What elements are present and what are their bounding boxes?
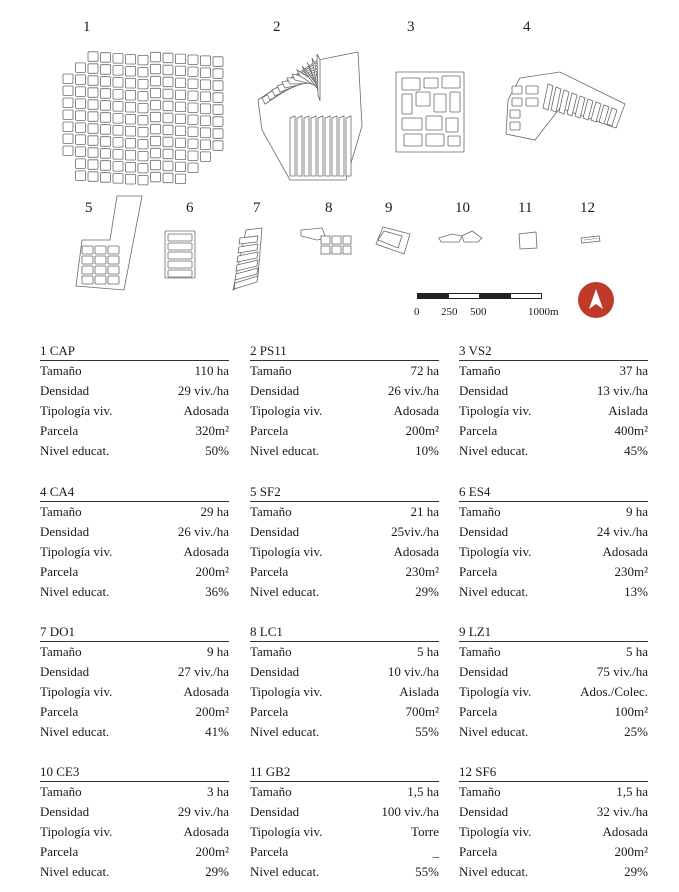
row-label: Parcela bbox=[40, 704, 79, 719]
row-label: Nivel educat. bbox=[250, 584, 320, 599]
row-value: 100m² bbox=[614, 704, 648, 719]
neighborhood-card bbox=[250, 343, 439, 461]
neighborhood-card bbox=[250, 484, 439, 602]
row-value: 25viv./ha bbox=[391, 524, 439, 539]
row-value: 29% bbox=[205, 864, 229, 879]
scale-label-250: 250 bbox=[441, 306, 458, 318]
row-value: 13 viv./ha bbox=[596, 383, 648, 398]
row-label: Tipología viv. bbox=[250, 544, 323, 559]
card-row-density bbox=[250, 381, 439, 401]
row-label: Tamaño bbox=[459, 784, 501, 799]
card-row-density bbox=[459, 522, 648, 542]
card-row-education bbox=[459, 722, 648, 742]
row-value: 700m² bbox=[405, 704, 439, 719]
plan-number-3: 3 bbox=[407, 19, 415, 35]
row-label: Parcela bbox=[250, 704, 289, 719]
row-value: 200m² bbox=[195, 844, 229, 859]
card-row-plot bbox=[40, 842, 229, 862]
row-value: 13% bbox=[624, 584, 648, 599]
card-row-size bbox=[250, 361, 439, 381]
row-value: 37 ha bbox=[619, 363, 648, 378]
card-row-plot bbox=[459, 702, 648, 722]
row-label: Tipología viv. bbox=[459, 544, 532, 559]
card-row-density bbox=[250, 662, 439, 682]
row-value: 10% bbox=[415, 443, 439, 458]
card-row-plot bbox=[250, 702, 439, 722]
row-value: 29 ha bbox=[200, 504, 229, 519]
neighborhood-card bbox=[459, 764, 648, 882]
row-label: Tamaño bbox=[40, 363, 82, 378]
row-label: Nivel educat. bbox=[40, 724, 110, 739]
plan-number-12: 12 bbox=[580, 200, 595, 216]
row-label: Tipología viv. bbox=[459, 824, 532, 839]
row-label: Parcela bbox=[250, 564, 289, 579]
row-label: Tipología viv. bbox=[40, 824, 113, 839]
row-value: 36% bbox=[205, 584, 229, 599]
card-row-education bbox=[459, 582, 648, 602]
card-row-density bbox=[250, 802, 439, 822]
row-label: Tipología viv. bbox=[459, 684, 532, 699]
plan-number-8: 8 bbox=[325, 200, 333, 216]
card-row-education bbox=[40, 862, 229, 882]
row-label: Nivel educat. bbox=[40, 584, 110, 599]
row-label: Tamaño bbox=[40, 644, 82, 659]
neighborhood-card bbox=[40, 624, 229, 742]
card-row-typology bbox=[250, 822, 439, 842]
card-row-size bbox=[250, 642, 439, 662]
row-label: Nivel educat. bbox=[459, 724, 529, 739]
row-value: 230m² bbox=[614, 564, 648, 579]
row-value: Adosada bbox=[183, 824, 229, 839]
row-label: Tamaño bbox=[250, 784, 292, 799]
card-row-plot bbox=[459, 562, 648, 582]
row-value: Adosada bbox=[602, 824, 648, 839]
card-row-plot bbox=[250, 842, 439, 862]
row-label: Nivel educat. bbox=[250, 443, 320, 458]
row-label: Tamaño bbox=[459, 504, 501, 519]
row-label: Densidad bbox=[459, 804, 509, 819]
row-value: 32 viv./ha bbox=[596, 804, 648, 819]
row-label: Densidad bbox=[40, 383, 90, 398]
card-title: 10 CE3 bbox=[40, 764, 229, 782]
row-label: Tipología viv. bbox=[459, 403, 532, 418]
card-row-plot bbox=[250, 421, 439, 441]
neighborhood-card bbox=[250, 624, 439, 742]
row-value: Adosada bbox=[393, 544, 439, 559]
card-row-density bbox=[459, 662, 648, 682]
card-title: 2 PS11 bbox=[250, 343, 439, 361]
neighborhood-card bbox=[40, 764, 229, 882]
row-label: Densidad bbox=[40, 524, 90, 539]
card-row-density bbox=[250, 522, 439, 542]
card-row-size bbox=[40, 782, 229, 802]
card-row-typology bbox=[250, 542, 439, 562]
row-label: Tamaño bbox=[250, 363, 292, 378]
row-value: 10 viv./ha bbox=[387, 664, 439, 679]
plan-number-5: 5 bbox=[85, 200, 93, 216]
row-value: 200m² bbox=[195, 564, 229, 579]
card-row-density bbox=[40, 522, 229, 542]
row-label: Tipología viv. bbox=[40, 544, 113, 559]
row-label: Parcela bbox=[40, 423, 79, 438]
row-value: 29% bbox=[624, 864, 648, 879]
neighborhood-card bbox=[250, 764, 439, 882]
scale-label-1000m: 1000m bbox=[528, 306, 559, 318]
row-label: Tamaño bbox=[250, 504, 292, 519]
neighborhood-card bbox=[459, 343, 648, 461]
row-value: Torre bbox=[411, 824, 439, 839]
card-row-typology bbox=[459, 822, 648, 842]
card-row-typology bbox=[250, 401, 439, 421]
row-label: Tamaño bbox=[40, 784, 82, 799]
scale-label-0: 0 bbox=[414, 306, 420, 318]
row-value: 21 ha bbox=[410, 504, 439, 519]
row-value: 200m² bbox=[614, 844, 648, 859]
row-label: Nivel educat. bbox=[459, 443, 529, 458]
card-row-size bbox=[250, 782, 439, 802]
card-row-typology bbox=[40, 401, 229, 421]
row-value: 200m² bbox=[195, 704, 229, 719]
neighborhood-card bbox=[459, 484, 648, 602]
row-value: 55% bbox=[415, 864, 439, 879]
card-row-size bbox=[459, 502, 648, 522]
card-row-size bbox=[40, 361, 229, 381]
plan-number-10: 10 bbox=[455, 200, 470, 216]
plan-number-9: 9 bbox=[385, 200, 393, 216]
row-label: Parcela bbox=[459, 564, 498, 579]
row-value: 29 viv./ha bbox=[177, 804, 229, 819]
card-row-size bbox=[459, 361, 648, 381]
row-label: Densidad bbox=[459, 524, 509, 539]
card-row-density bbox=[40, 802, 229, 822]
card-row-education bbox=[250, 862, 439, 882]
card-title: 12 SF6 bbox=[459, 764, 648, 782]
row-label: Nivel educat. bbox=[40, 443, 110, 458]
row-value: Aislada bbox=[608, 403, 648, 418]
card-row-plot bbox=[250, 562, 439, 582]
row-label: Densidad bbox=[250, 524, 300, 539]
row-value: 25% bbox=[624, 724, 648, 739]
row-value: 24 viv./ha bbox=[596, 524, 648, 539]
row-label: Densidad bbox=[459, 664, 509, 679]
row-value: 26 viv./ha bbox=[387, 383, 439, 398]
row-value: 9 ha bbox=[206, 644, 229, 659]
row-label: Parcela bbox=[459, 704, 498, 719]
neighborhood-card bbox=[459, 624, 648, 742]
card-row-education bbox=[250, 722, 439, 742]
card-row-typology bbox=[40, 822, 229, 842]
row-value: 72 ha bbox=[410, 363, 439, 378]
row-label: Densidad bbox=[40, 664, 90, 679]
card-title: 9 LZ1 bbox=[459, 624, 648, 642]
card-row-size bbox=[459, 642, 648, 662]
row-label: Parcela bbox=[40, 564, 79, 579]
neighborhood-card bbox=[40, 484, 229, 602]
row-label: Nivel educat. bbox=[250, 724, 320, 739]
neighborhood-card bbox=[40, 343, 229, 461]
card-row-typology bbox=[459, 401, 648, 421]
card-title: 8 LC1 bbox=[250, 624, 439, 642]
row-label: Tipología viv. bbox=[250, 824, 323, 839]
row-label: Parcela bbox=[459, 423, 498, 438]
row-value: 26 viv./ha bbox=[177, 524, 229, 539]
card-title: 4 CA4 bbox=[40, 484, 229, 502]
card-row-education bbox=[40, 582, 229, 602]
row-label: Parcela bbox=[40, 844, 79, 859]
card-row-typology bbox=[40, 682, 229, 702]
card-title: 7 DO1 bbox=[40, 624, 229, 642]
row-label: Parcela bbox=[250, 844, 289, 859]
row-label: Densidad bbox=[459, 383, 509, 398]
row-label: Nivel educat. bbox=[40, 864, 110, 879]
row-label: Tamaño bbox=[40, 504, 82, 519]
row-label: Tipología viv. bbox=[250, 684, 323, 699]
plan-number-2: 2 bbox=[273, 19, 281, 35]
row-value: Adosada bbox=[183, 684, 229, 699]
card-row-education bbox=[40, 722, 229, 742]
card-row-density bbox=[40, 381, 229, 401]
row-value: Adosada bbox=[183, 544, 229, 559]
row-value: 400m² bbox=[614, 423, 648, 438]
row-label: Densidad bbox=[40, 804, 90, 819]
row-value: 1,5 ha bbox=[616, 784, 648, 799]
plan-number-11: 11 bbox=[518, 200, 533, 216]
card-title: 11 GB2 bbox=[250, 764, 439, 782]
row-value: 9 ha bbox=[625, 504, 648, 519]
card-row-density bbox=[459, 381, 648, 401]
card-row-education bbox=[40, 441, 229, 461]
row-value: 200m² bbox=[405, 423, 439, 438]
plan-number-6: 6 bbox=[186, 200, 194, 216]
row-value: 29% bbox=[415, 584, 439, 599]
row-value: 45% bbox=[624, 443, 648, 458]
row-label: Densidad bbox=[250, 804, 300, 819]
card-title: 5 SF2 bbox=[250, 484, 439, 502]
card-row-plot bbox=[459, 421, 648, 441]
plan-number-1: 1 bbox=[83, 19, 91, 35]
row-value: Adosada bbox=[602, 544, 648, 559]
row-label: Nivel educat. bbox=[459, 864, 529, 879]
card-row-plot bbox=[459, 842, 648, 862]
row-value: Aislada bbox=[399, 684, 439, 699]
row-label: Densidad bbox=[250, 383, 300, 398]
card-row-typology bbox=[250, 682, 439, 702]
row-label: Tamaño bbox=[250, 644, 292, 659]
plan-number-4: 4 bbox=[523, 19, 531, 35]
row-value: 50% bbox=[205, 443, 229, 458]
card-row-typology bbox=[40, 542, 229, 562]
plan-number-7: 7 bbox=[253, 200, 261, 216]
row-value: 5 ha bbox=[416, 644, 439, 659]
row-label: Tipología viv. bbox=[250, 403, 323, 418]
card-row-education bbox=[250, 582, 439, 602]
row-value: 100 viv./ha bbox=[381, 804, 439, 819]
row-label: Tamaño bbox=[459, 644, 501, 659]
row-value: 5 ha bbox=[625, 644, 648, 659]
row-value: _ bbox=[432, 844, 439, 859]
card-row-plot bbox=[40, 562, 229, 582]
card-row-density bbox=[459, 802, 648, 822]
row-value: 27 viv./ha bbox=[177, 664, 229, 679]
card-row-typology bbox=[459, 542, 648, 562]
card-title: 6 ES4 bbox=[459, 484, 648, 502]
row-label: Tipología viv. bbox=[40, 403, 113, 418]
card-row-education bbox=[250, 441, 439, 461]
row-value: 29 viv./ha bbox=[177, 383, 229, 398]
card-row-education bbox=[459, 862, 648, 882]
row-value: 3 ha bbox=[206, 784, 229, 799]
card-row-plot bbox=[40, 702, 229, 722]
card-row-size bbox=[250, 502, 439, 522]
row-value: Adosada bbox=[183, 403, 229, 418]
card-row-size bbox=[459, 782, 648, 802]
row-value: 1,5 ha bbox=[407, 784, 439, 799]
row-label: Parcela bbox=[459, 844, 498, 859]
row-value: 320m² bbox=[195, 423, 229, 438]
row-label: Tipología viv. bbox=[40, 684, 113, 699]
row-label: Parcela bbox=[250, 423, 289, 438]
row-value: 55% bbox=[415, 724, 439, 739]
row-value: Ados./Colec. bbox=[580, 684, 648, 699]
scale-label-500: 500 bbox=[470, 306, 487, 318]
card-row-education bbox=[459, 441, 648, 461]
row-label: Nivel educat. bbox=[250, 864, 320, 879]
card-title: 3 VS2 bbox=[459, 343, 648, 361]
row-label: Tamaño bbox=[459, 363, 501, 378]
row-label: Densidad bbox=[250, 664, 300, 679]
card-row-plot bbox=[40, 421, 229, 441]
row-value: Adosada bbox=[393, 403, 439, 418]
row-value: 230m² bbox=[405, 564, 439, 579]
card-title: 1 CAP bbox=[40, 343, 229, 361]
card-row-size bbox=[40, 502, 229, 522]
card-row-density bbox=[40, 662, 229, 682]
row-value: 41% bbox=[205, 724, 229, 739]
row-value: 75 viv./ha bbox=[596, 664, 648, 679]
card-row-typology bbox=[459, 682, 648, 702]
row-value: 110 ha bbox=[194, 363, 229, 378]
row-label: Nivel educat. bbox=[459, 584, 529, 599]
card-row-size bbox=[40, 642, 229, 662]
